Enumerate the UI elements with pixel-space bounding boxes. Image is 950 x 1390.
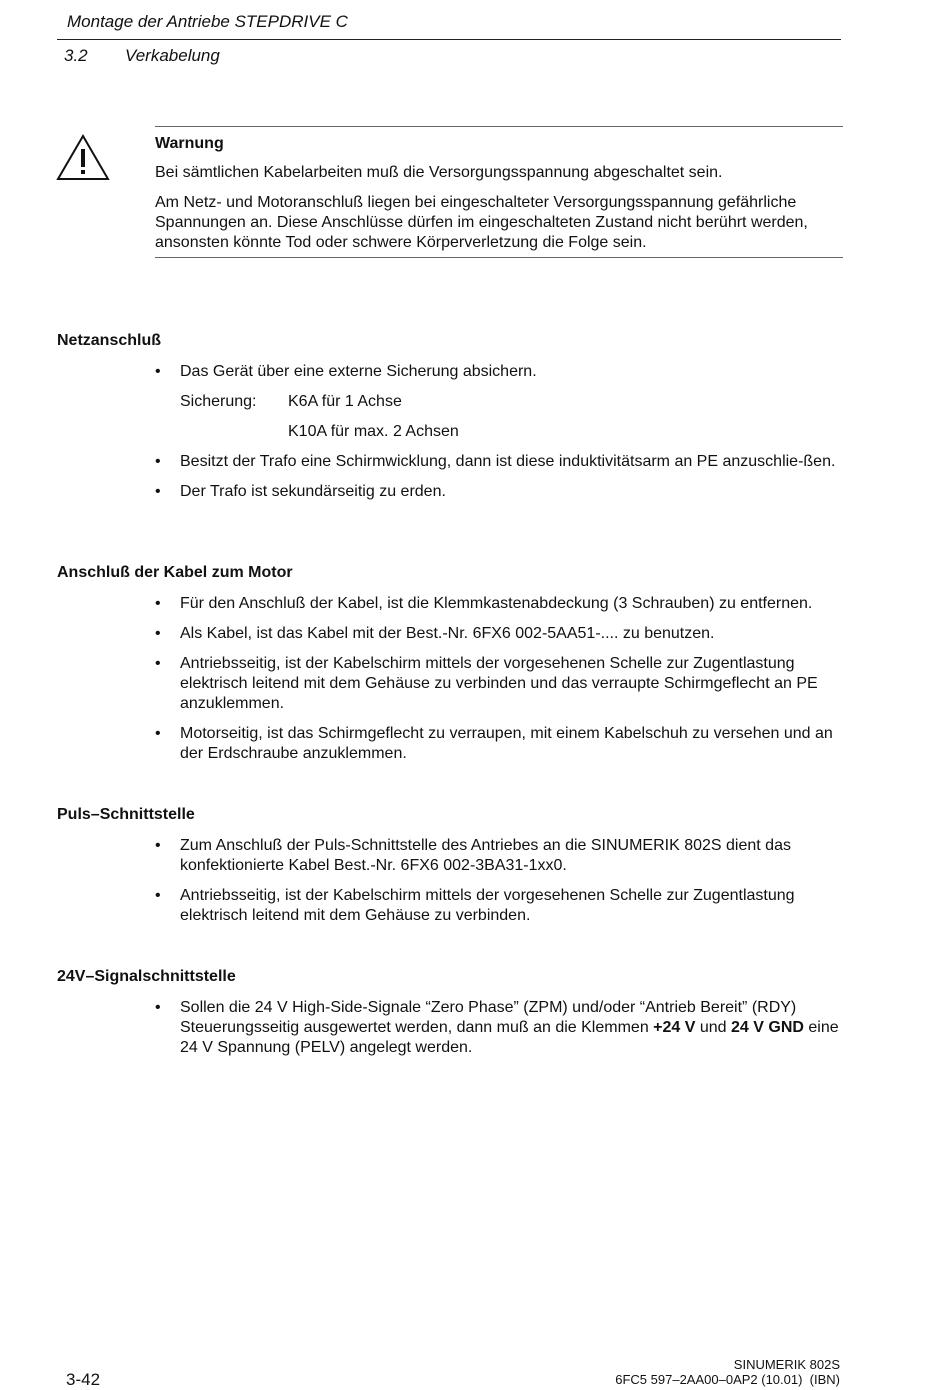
list-netzanschluss	[155, 362, 845, 512]
running-header-title: Montage der Antriebe STEPDRIVE C	[67, 12, 348, 31]
footer-doc-info	[615, 1357, 840, 1387]
section-heading-puls: Puls–Schnittstelle	[57, 806, 195, 823]
bullet-icon: •	[155, 453, 161, 470]
bullet-icon: •	[155, 483, 161, 500]
list-item	[155, 836, 845, 876]
list-item-text: Antriebsseitig, ist der Kabelschirm mittels der vorgesehenen Schelle zur Zugentlastung elektrisch leitend mit dem Gehäuse zu verbinden und das verraupte Schirmgeflecht an PE anzuklemmen.	[180, 655, 818, 712]
list-motor	[155, 594, 845, 774]
list-item-text: Als Kabel, ist das Kabel mit der Best.-Nr. 6FX6 002-5AA51-.... zu benutzen.	[180, 625, 715, 642]
fuse-row	[155, 392, 845, 412]
warning-bottom-rule	[155, 257, 843, 258]
bullet-icon: •	[155, 837, 161, 854]
list-item	[155, 594, 845, 614]
list-signal	[155, 998, 845, 1068]
bullet-icon: •	[155, 363, 161, 380]
section-heading-signal: 24V–Signalschnittstelle	[57, 968, 236, 985]
bullet-icon: •	[155, 625, 161, 642]
list-item-text: Sollen die 24 V High-Side-Signale “Zero Phase” (ZPM) und/oder “Antrieb Bereit” (RDY) Steuerungsseitig ausgewertet werden, dann muß an die Klemmen +24 V und 24 V GND eine 24 V Spannung (PELV) angelegt werden.	[180, 999, 839, 1056]
list-item-text: Zum Anschluß der Puls-Schnittstelle des Antriebes an die SINUMERIK 802S dient das konfektionierte Kabel Best.-Nr. 6FX6 002-3BA31-1xx0.	[180, 837, 791, 874]
list-item	[155, 452, 845, 472]
list-item	[155, 998, 845, 1058]
terminal-label: +24 V	[653, 1019, 696, 1036]
page-number: 3-42	[66, 1370, 101, 1389]
footer-doc-code: 6FC5 597–2AA00–0AP2 (10.01) (IBN)	[615, 1372, 840, 1387]
header-divider	[57, 39, 841, 40]
warning-top-rule	[155, 126, 843, 127]
warning-paragraph: Am Netz- und Motoranschluß liegen bei eingeschalteter Versorgungsspannung gefährliche Spannungen an. Diese Anschlüsse dürfen im eingeschalteten Zustand nicht berührt werden, ansonsten könnte Tod oder schwere Körperverletzung die Folge sein.	[155, 194, 808, 251]
bullet-icon: •	[155, 595, 161, 612]
section-heading-netzanschluss: Netzanschluß	[57, 332, 162, 349]
list-item	[155, 624, 845, 644]
list-item-text: Motorseitig, ist das Schirmgeflecht zu verraupen, mit einem Kabelschuh zu versehen und an der Erdschraube anzuklemmen.	[180, 725, 833, 762]
list-item-text: Das Gerät über eine externe Sicherung absichern.	[180, 363, 537, 380]
warning-triangle-icon	[56, 134, 110, 182]
list-item-text: Besitzt der Trafo eine Schirmwicklung, dann ist diese induktivitätsarm an PE anzuschlie-ßen.	[180, 453, 836, 470]
fuse-value: K6A für 1 Achse	[288, 393, 402, 410]
bullet-icon: •	[155, 887, 161, 904]
warning-paragraph: Bei sämtlichen Kabelarbeiten muß die Versorgungsspannung abgeschaltet sein.	[155, 164, 723, 181]
list-item	[155, 724, 845, 764]
warning-heading: Warnung	[155, 135, 224, 152]
list-item	[155, 654, 845, 714]
fuse-value: K10A für max. 2 Achsen	[288, 423, 459, 440]
list-item-text: Für den Anschluß der Kabel, ist die Klemmkastenabdeckung (3 Schrauben) zu entfernen.	[180, 595, 813, 612]
warning-body	[155, 163, 845, 263]
section-heading-motor: Anschluß der Kabel zum Motor	[57, 564, 293, 581]
section-header	[64, 46, 220, 66]
terminal-label: 24 V GND	[731, 1019, 804, 1036]
list-item-text: Der Trafo ist sekundärseitig zu erden.	[180, 483, 446, 500]
fuse-row	[155, 422, 845, 442]
footer-product: SINUMERIK 802S	[733, 1357, 840, 1372]
list-item	[155, 362, 845, 382]
section-title: Verkabelung	[125, 46, 220, 65]
list-item-text: Antriebsseitig, ist der Kabelschirm mittels der vorgesehenen Schelle zur Zugentlastung elektrisch leitend mit dem Gehäuse zu verbinden.	[180, 887, 795, 924]
fuse-label: Sicherung:	[180, 393, 257, 410]
list-item	[155, 886, 845, 926]
section-number: 3.2	[64, 46, 88, 65]
bullet-icon: •	[155, 655, 161, 672]
bullet-icon: •	[155, 725, 161, 742]
list-item	[155, 482, 845, 502]
list-puls	[155, 836, 845, 936]
bullet-icon: •	[155, 999, 161, 1016]
